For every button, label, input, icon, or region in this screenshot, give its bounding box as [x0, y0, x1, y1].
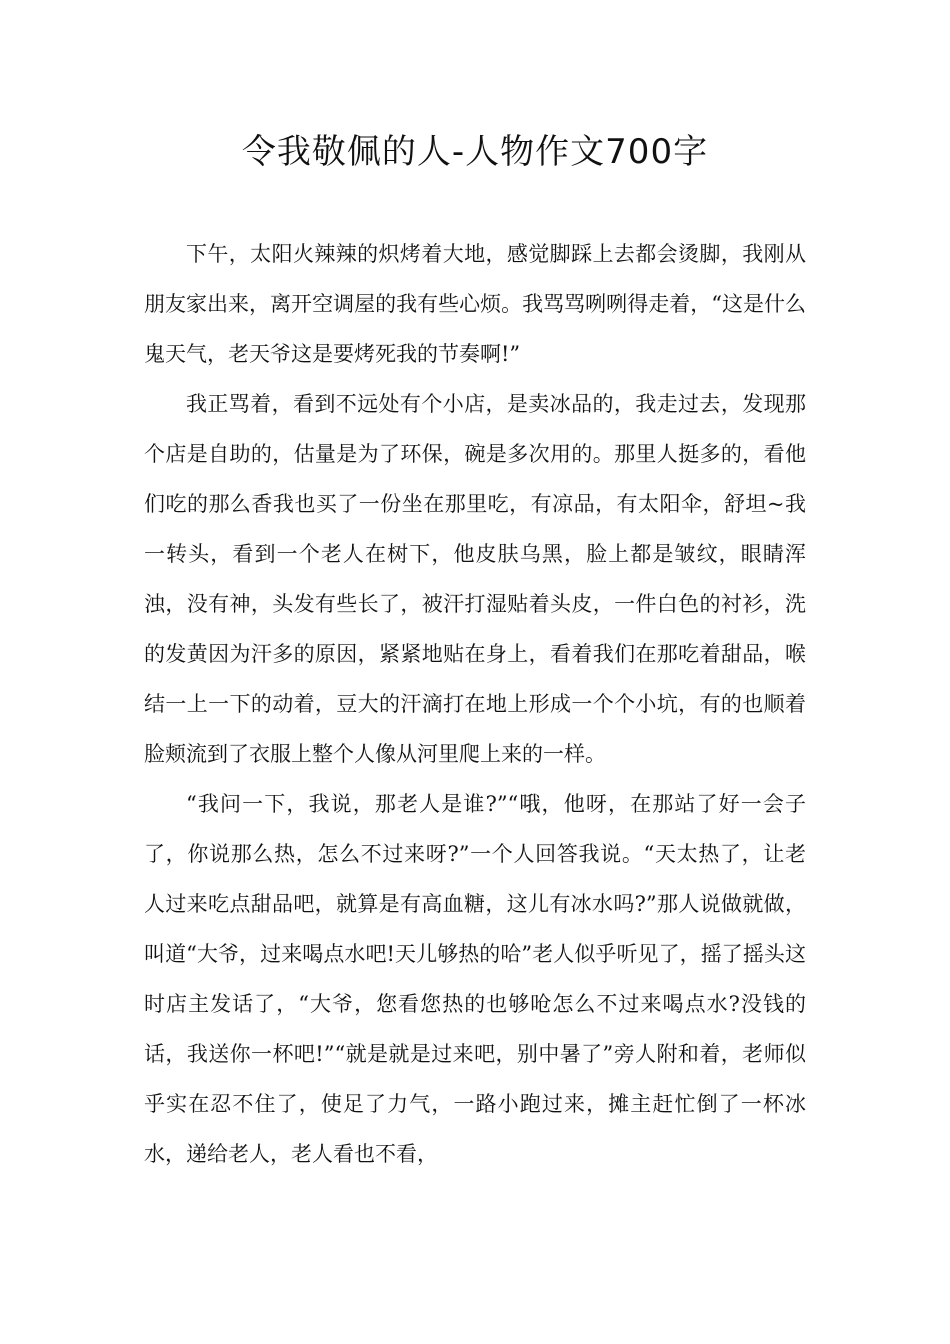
paragraph-1: 下午，太阳火辣辣的炽烤着大地，感觉脚踩上去都会烫脚，我刚从朋友家出来，离开空调屋的我有些心烦。我骂骂咧咧得走着，“这是什么鬼天气，老天爷这是要烤死我的节奏啊!”: [144, 242, 806, 366]
document-title: 令我敬佩的人-人物作文700字: [241, 132, 709, 172]
document-body: [144, 229, 806, 1179]
paragraph-3: “我问一下，我说，那老人是谁?”“哦，他呀，在那站了好一会子了，你说那么热，怎么不过来呀?”一个人回答我说。“天太热了，让老人过来吃点甜品吧，就算是有高血糖，这儿有冰水吗?”那人说做就做，叫道“大爷，过来喝点水吧!天儿够热的哈”老人似乎听见了，摇了摇头这时店主发话了，“大爷，您看您热的也够呛怎么不过来喝点水?没钱的话，我送你一杯吧!”“就是就是过来吧，别中暑了”旁人附和着，老师似乎实在忍不住了，使足了力气，一路小跑过来，摊主赶忙倒了一杯冰水，递给老人，老人看也不看，: [144, 792, 806, 1166]
paragraph-2: 我正骂着，看到不远处有个小店，是卖冰品的，我走过去，发现那个店是自助的，估量是为了环保，碗是多次用的。那里人挺多的，看他们吃的那么香我也买了一份坐在那里吃，有凉品，有太阳伞，舒坦~我一转头，看到一个老人在树下，他皮肤乌黑，脸上都是皱纹，眼睛浑浊，没有神，头发有些长了，被汗打湿贴着头皮，一件白色的衬衫，洗的发黄因为汗多的原因，紧紧地贴在身上，看着我们在那吃着甜品，喉结一上一下的动着，豆大的汗滴打在地上形成一个个小坑，有的也顺着脸颊流到了衣服上整个人像从河里爬上来的一样。: [144, 392, 806, 766]
